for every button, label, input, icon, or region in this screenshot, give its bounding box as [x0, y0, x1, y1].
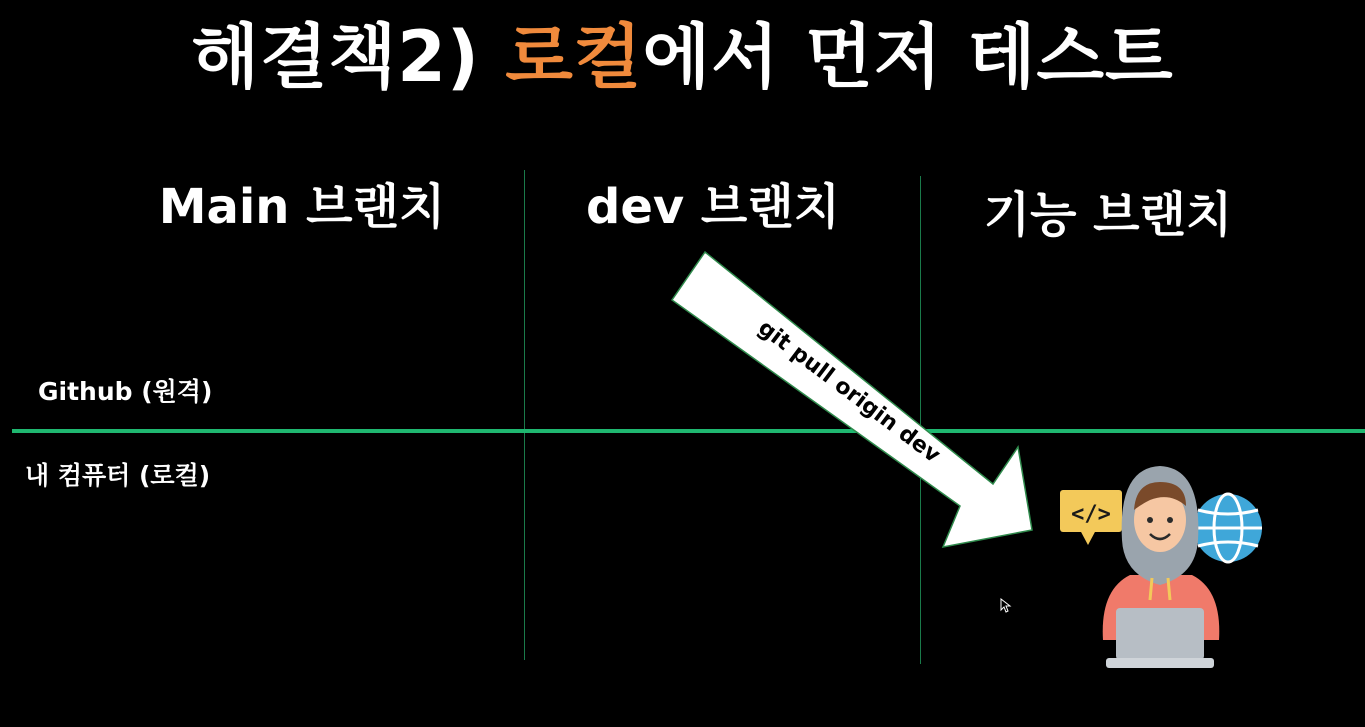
- title-suffix: 에서 먼저 테스트: [642, 16, 1174, 98]
- column-header-dev: dev 브랜치: [585, 179, 841, 235]
- pull-arrow: [672, 252, 1032, 547]
- mouse-cursor-icon: [1000, 598, 1012, 614]
- arrow-label: git pull origin dev: [753, 315, 945, 469]
- code-badge: </>: [1071, 502, 1111, 527]
- column-header-main: Main 브랜치: [158, 179, 446, 235]
- laptop-icon: [1106, 608, 1214, 668]
- title-prefix: 해결책2): [191, 16, 506, 98]
- row-label-remote: Github (원격): [38, 377, 213, 406]
- row-label-local: 내 컴퓨터 (로컬): [25, 461, 211, 490]
- title-accent: 로컬: [505, 16, 643, 98]
- globe-icon: [1194, 494, 1262, 562]
- code-bubble-icon: [1060, 490, 1122, 545]
- column-header-feature: 기능 브랜치: [983, 187, 1233, 243]
- hacker-developer-icon: [1060, 466, 1262, 668]
